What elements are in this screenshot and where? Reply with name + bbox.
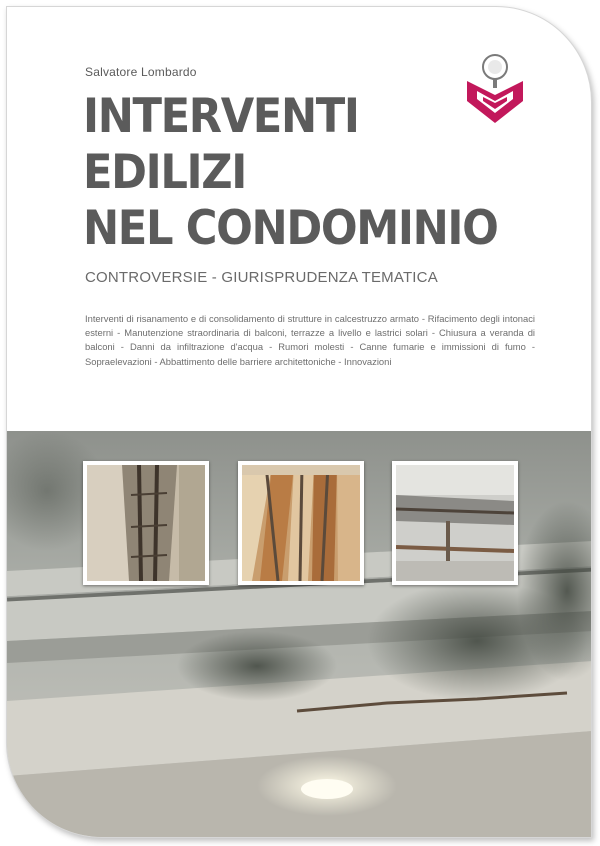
thumbnail-3-image (396, 465, 514, 581)
author-name: Salvatore Lombardo (85, 65, 197, 79)
thumbnail-2-image (242, 465, 360, 581)
thumbnail-1 (83, 461, 209, 585)
book-title (83, 89, 498, 257)
thumbnail-3 (392, 461, 518, 585)
book-subtitle: CONTROVERSIE - GIURISPRUDENZA TEMATICA (85, 269, 438, 286)
publisher-logo-icon (463, 51, 527, 131)
book-description: Interventi di risanamento e di consolidamento di strutture in calcestruzzo armato - Rifacimento degli intonaci esterni - Manutenzione straordinaria di balconi, terrazze a livello e lastrici solari - Chiusura a veranda di balconi - Danni da infiltrazione d'acqua - Rumori molesti - Canne fumarie e immissioni di fumo - Sopraelevazioni - Abbattimento delle barriere architettoniche - Innovazioni (85, 313, 535, 367)
cover-photo (7, 431, 592, 838)
title-line-3: NEL CONDOMINIO (83, 201, 498, 256)
title-line-2: EDILIZI (83, 145, 246, 200)
book-cover (6, 6, 592, 838)
thumbnail-1-image (87, 465, 205, 581)
title-line-1: INTERVENTI (83, 89, 359, 144)
thumbnail-2 (238, 461, 364, 585)
